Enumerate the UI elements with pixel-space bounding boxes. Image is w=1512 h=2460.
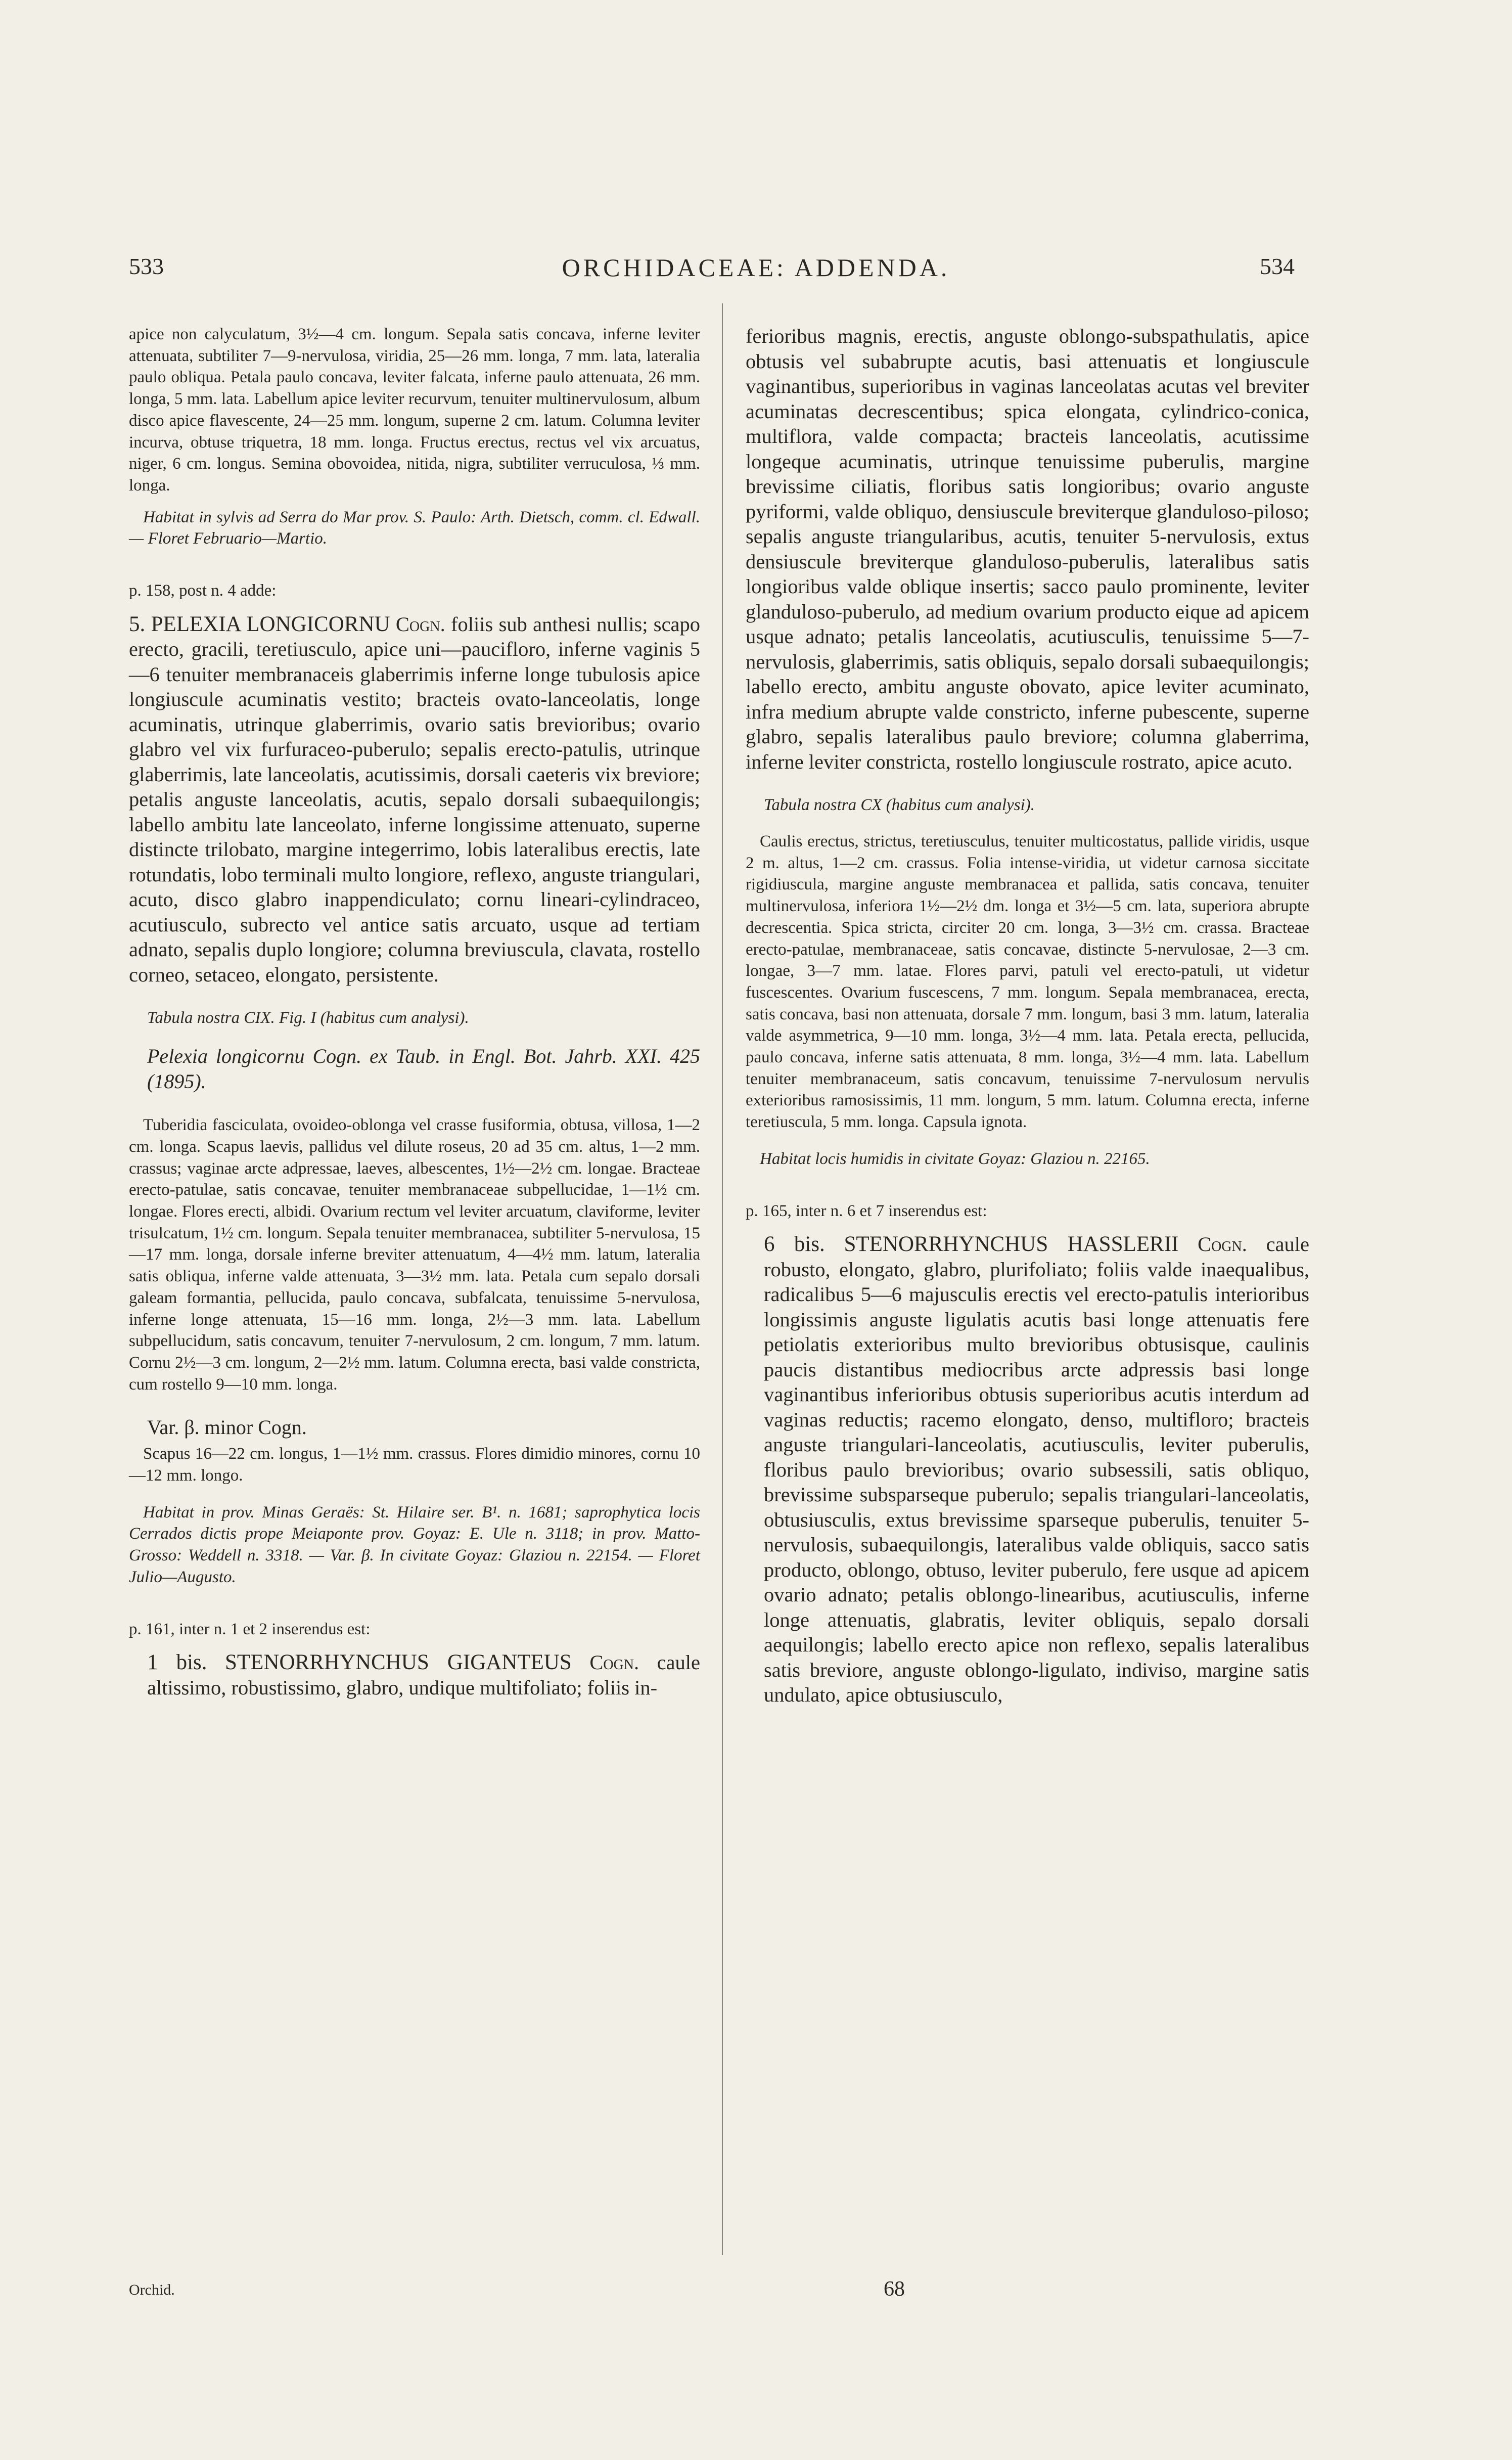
species-author-2: Cogn. bbox=[589, 1651, 639, 1674]
right-column bbox=[746, 324, 1309, 1708]
variety-heading: Var. β. minor Cogn. bbox=[147, 1416, 307, 1439]
insertion-note: p. 158, post n. 4 adde: bbox=[129, 582, 277, 600]
folio-number: 68 bbox=[884, 2277, 905, 2301]
habitat-note: Habitat in sylvis ad Serra do Mar prov. S. Paulo: Arth. Dietsch, comm. cl. Edwall. — Floret Februario—Martio. bbox=[129, 508, 700, 548]
species-description-2 bbox=[129, 1650, 700, 1700]
description-continued: apice non calyculatum, 3½—4 cm. longum. Sepala satis concava, inferne leviter attenuata, subtiliter 7—9-nervulosa, viridia, 25—26 mm. longa, 7 mm. lata, lateralia paulo obliqua. Petala paulo concava, leviter falcata, inferne paulo attenuata, 26 mm. longa, 5 mm. lata. Labellum apice leviter recurvum, tenuiter multinervulosum, album disco apice flavescente, 24—25 mm. longum, superne 2 cm. latum. Columna leviter incurva, obtuse triquetra, 18 mm. longa. Fructus erectus, rectus vel vix arcuatus, niger, 6 cm. longus. Semina obovoidea, nitida, nigra, subtiliter verruculosa, ⅓ mm. longa. bbox=[129, 325, 700, 495]
species-number-2: 1 bis. bbox=[147, 1650, 207, 1675]
right-page-number: 534 bbox=[1260, 253, 1295, 279]
insertion-note-2: p. 161, inter n. 1 et 2 inserendus est: bbox=[129, 1620, 371, 1638]
species-author-3: Cogn. bbox=[1198, 1233, 1247, 1256]
left-column bbox=[129, 324, 700, 1700]
running-title: ORCHIDACEAE: ADDENDA. bbox=[562, 253, 950, 282]
species-number: 5. bbox=[129, 612, 146, 636]
left-page-number: 533 bbox=[129, 253, 164, 279]
synonym-citation: Pelexia longicornu Cogn. ex Taub. in Engl. Bot. Jahrb. XXI. 425 (1895). bbox=[147, 1045, 700, 1093]
diagnosis-continued: ferioribus magnis, erectis, anguste oblongo-subspathulatis, apice obtusis vel subabrupte acutis, basi attenuatis et longiuscule vaginantibus, superioribus in vaginas lanceolatas acutas vel breviter acuminatas decrescentibus; spica elongata, cylindrico-conica, multiflora, valde compacta; bracteis lanceolatis, acutissime longeque acuminatis, utrinque tenuissime puberulis, margine brevissime ciliatis, floribus satis longioribus; ovario anguste pyriformi, valde obliquo, densiuscule breviterque glanduloso-piloso; sepalis anguste triangularibus, acutis, tenuiter 5-nervulosis, extus densiuscule breviterque glanduloso-puberulis, lateralibus satis longioribus valde oblique insertis; sacco paulo prominente, leviter glanduloso-puberulo, ad medium ovarium producto eique ad apicem usque adnato; petalis lanceolatis, acutiusculis, tenuissime 5—7-nervulosis, glaberrimis, satis obliquis, sepalo dorsali subaequilongis; labello erecto, ambitu anguste obovato, apice leviter acuminato, infra medium abrupte valde constricto, inferne pubescente, superne glabro, sepalis lateralibus paulo breviore; columna glaberrima, inferne leviter constricta, rostello longiuscule rostrato, apice acuto. bbox=[746, 325, 1309, 773]
species-name-2: STENORRHYNCHUS GIGANTEUS bbox=[224, 1650, 572, 1675]
species-name: PELEXIA LONGICORNU bbox=[151, 612, 390, 636]
insertion-note-3: p. 165, inter n. 6 et 7 inserendus est: bbox=[746, 1201, 987, 1220]
species-number-3: 6 bis. bbox=[764, 1232, 825, 1257]
species-description-3 bbox=[746, 1232, 1309, 1708]
habitat-localities: Habitat in prov. Minas Geraës: St. Hilaire ser. B¹. n. 1681; saprophytica locis Cerrados dictis prope Meiaponte prov. Goyaz: E. Ule n. 3118; in prov. Matto-Grosso: Weddell n. 3318. — Var. β. In civitate Goyaz: Glaziou n. 22154. — Floret Julio—Augusto. bbox=[129, 1503, 700, 1586]
habitat-note-2: Habitat locis humidis in civitate Goyaz: Glaziou n. 22165. bbox=[760, 1149, 1150, 1168]
running-header bbox=[0, 253, 1512, 288]
species-diagnosis: foliis sub anthesi nullis; scapo erecto, gracili, teretiusculo, apice uni—paucifloro, inferne vaginis 5—6 tenuiter membranaceis glaberrimis inferne longe tubulosis apice longiuscule acuminatis vestito; bracteis ovato-lanceolatis, longe acuminatis, utrinque glaberrimis, ovario satis brevioribus; ovario glabro vel vix furfuraceo-puberulo; sepalis erecto-patulis, utrinque glaberrimis, late lanceolatis, acutissimis, dorsali caeteris vix breviore; petalis anguste lanceolatis, acutis, sepalo dorsali subaequilongis; labello ambitu late lanceolato, inferne longissime attenuato, superne distincte trilobato, margine integerrimo, lobis lateralibus erectis, late rotundatis, lobo terminali multo longiore, reflexo, anguste triangulari, acuto, disco glabro inappendiculato; cornu lineari-cylindraceo, acutiusculo, subrecto vel antice satis arcuato, usque ad tertiam adnato, sepalis duplo longiore; columna breviuscula, clavata, rostello corneo, setaceo, elongato, persistente. bbox=[129, 612, 701, 986]
detailed-description: Tuberidia fasciculata, ovoideo-oblonga vel crasse fusiformia, obtusa, villosa, 1—2 cm. longa. Scapus laevis, pallidus vel dilute roseus, 20 ad 35 cm. altus, 1—2 mm. crassus; vaginae arcte adpressae, laeves, albescentes, 1½—2½ cm. longae. Bracteae erecto-patulae, satis concavae, tenuiter membranaceae subpellucidae, 1—1½ cm. longae. Flores erecti, albidi. Ovarium rectum vel leviter arcuatum, claviforme, leviter trisulcatum, 1½ cm. longum. Sepala tenuiter membranacea, subtiliter 5-nervulosa, 15—17 mm. longa, dorsale inferne breviter attenuatum, 4—4½ mm. latum, lateralia satis obliqua, inferne valde attenuata, 3—3½ mm. lata. Petala cum sepalo dorsali galeam formantia, pellucida, paulo concava, subfalcata, tenuissime 5-nervulosa, inferne longe attenuata, 15—16 mm. longa, 2½—3 mm. lata. Labellum subpellucidum, satis concavum, tenuiter 7-nervulosum, 2 cm. longum, 7 mm. latum. Cornu 2½—3 cm. longum, 2—2½ mm. latum. Columna erecta, basi valde constricta, cum rostello 9—10 mm. longa. bbox=[129, 1116, 700, 1394]
detailed-description-2: Caulis erectus, strictus, teretiusculus, tenuiter multicostatus, pallide viridis, usque 2 m. altus, 1—2 cm. crassus. Folia intense-viridia, ut videtur carnosa siccitate rigidiuscula, margine anguste membranacea et pallida, satis concava, tenuiter multinervulosa, inferiora 1½—2½ dm. longa et 3½—5 cm. lata, superiora abrupte decrescentia. Spica stricta, circiter 20 cm. longa, 3—3½ cm. crassa. Bracteae erecto-patulae, membranaceae, satis concavae, distincte 5-nervulosae, 2—3 cm. longae, 3—7 mm. latae. Flores parvi, patuli vel erecto-patuli, ut videtur fuscescentes. Ovarium fuscescens, 7 mm. longum. Sepala membranacea, erecta, satis concava, basi non attenuata, dorsale 7 mm. longum, basi 3 mm. latum, lateralia valde asymmetrica, 9—10 mm. longa, 3½—4 mm. lata. Petala erecta, pellucida, paulo concava, inferne satis attenuata, 8 mm. longa, 3½—4 mm. lata. Labellum tenuiter membranaceum, satis concavum, tenuissime 7-nervulosum nervulis exterioribus ramosissimis, 11 mm. longum, 5 mm. latum. Columna erecta, inferne teretiuscula, 5 mm. longa. Capsula ignota. bbox=[746, 832, 1309, 1132]
plate-reference: Tabula nostra CIX. Fig. I (habitus cum analysi). bbox=[147, 1009, 469, 1027]
plate-reference-2: Tabula nostra CX (habitus cum analysi). bbox=[764, 796, 1035, 814]
column-divider bbox=[722, 303, 723, 2255]
species-diagnosis-3: caule robusto, elongato, glabro, plurifoliato; foliis valde inaequalibus, radicalibus 5—6 majusculis erectis vel erecto-patulis interioribus longissimis anguste ligulatis acutis basi longe attenuatis fere petiolatis exterioribus multo brevioribus obtusisque, caulinis paucis distantibus mediocribus arcte adpressis basi longe vaginantibus inferioribus obtusis superioribus acutis interdum ad vaginas reductis; racemo elongato, denso, multifloro; bracteis anguste triangulari-lanceolatis, acutiusculis, leviter puberulis, floribus paulo brevioribus; ovario subsessili, satis obliquo, brevissime subsparseque puberulo; sepalis triangulari-lanceolatis, obtusiusculis, extus brevissime sparseque puberulis, tenuiter 5-nervulosis, subaequilongis, lateralibus valde obliquis, sacco satis producto, oblongo, obtuso, leviter puberulo, fere usque ad apicem ovario adnato; petalis oblongo-linearibus, acutiusculis, inferne longe attenuatis, glabratis, leviter obliquis, sepalo dorsali aequilongis; labello erecto apice non reflexo, sepalis lateralibus satis breviore, anguste oblongo-ligulato, indiviso, margine satis undulato, apice obtusiusculo, bbox=[764, 1233, 1310, 1707]
variety-description: Scapus 16—22 cm. longus, 1—1½ mm. crassus. Flores dimidio minores, cornu 10—12 mm. longo. bbox=[129, 1445, 700, 1485]
species-author: Cogn. bbox=[395, 612, 445, 636]
species-name-3: STENORRHYNCHUS HASSLERII bbox=[844, 1232, 1179, 1257]
species-diagnosis-2: caule altissimo, robustissimo, glabro, undique multifoliato; foliis in- bbox=[147, 1651, 701, 1699]
signature-mark: Orchid. bbox=[129, 2282, 175, 2298]
species-description bbox=[129, 612, 700, 988]
